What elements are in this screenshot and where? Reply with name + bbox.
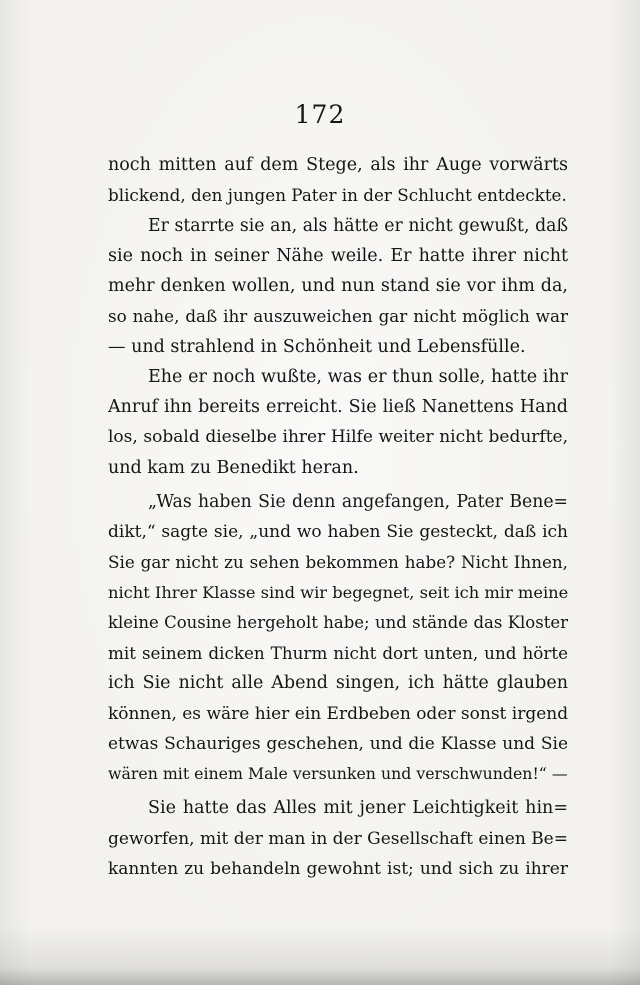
text-line: — und strahlend in Schönheit und Lebensfülle. xyxy=(108,336,526,357)
text-line: Sie gar nicht zu sehen bekommen habe? Nicht Ihnen, xyxy=(108,552,568,573)
text-line: blickend, den jungen Pater in der Schlucht entdeckte. xyxy=(108,185,567,206)
text-line: und kam zu Benedikt heran. xyxy=(108,457,359,478)
text-line: kleine Cousine hergeholt habe; und stände das Kloster xyxy=(108,612,568,632)
text-line: sie noch in seiner Nähe weile. Er hatte ihrer nicht xyxy=(108,245,568,266)
text-line: geworfen, mit der man in der Gesellschaft einen Be= xyxy=(108,828,568,849)
text-line: nicht Ihrer Klasse sind wir begegnet, seit ich mir meine xyxy=(108,582,569,602)
text-line: „Was haben Sie denn angefangen, Pater Bene= xyxy=(148,491,568,512)
text-line: wären mit einem Male versunken und verschwunden!“ — xyxy=(108,764,568,783)
text-line: Ehe er noch wußte, was er thun solle, hatte ihr xyxy=(148,366,568,387)
text-line: können, es wäre hier ein Erdbeben oder sonst irgend xyxy=(108,703,569,724)
text-line: Anruf ihn bereits erreicht. Sie ließ Nanettens Hand xyxy=(108,397,568,417)
text-line: mehr denken wollen, und nun stand sie vor ihm da, xyxy=(108,276,568,296)
text-line: Sie hatte das Alles mit jener Leichtigkeit hin= xyxy=(148,798,568,819)
text-line: so nahe, daß ihr auszuweichen gar nicht möglich war xyxy=(108,306,568,327)
page-number: 172 xyxy=(294,100,346,129)
text-line: etwas Schauriges geschehen, und die Klasse und Sie xyxy=(108,733,568,754)
text-line: ich Sie nicht alle Abend singen, ich hätte glauben xyxy=(108,673,568,694)
text-line: noch mitten auf dem Stege, als ihr Auge vorwärts xyxy=(108,155,568,175)
text-line: los, sobald dieselbe ihrer Hilfe weiter nicht bedurfte, xyxy=(108,427,568,448)
text-line: kannten zu behandeln gewohnt ist; und sich zu ihrer xyxy=(108,858,568,879)
text-line: dikt,“ sagte sie, „und wo haben Sie gesteckt, daß ich xyxy=(108,522,568,542)
body-text xyxy=(108,150,568,884)
text-line: mit seinem dicken Thurm nicht dort unten, und hörte xyxy=(108,643,568,663)
text-line: Er starrte sie an, als hätte er nicht gewußt, daß xyxy=(148,215,568,236)
page-bottom-shadow xyxy=(0,925,640,985)
